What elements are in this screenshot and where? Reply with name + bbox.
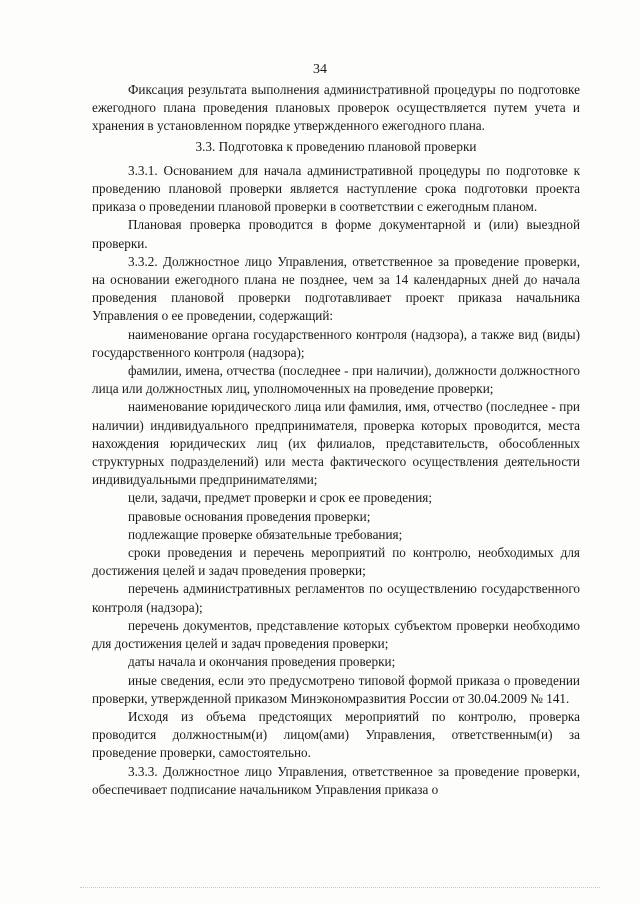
list-item-requirements: подлежащие проверке обязательные требования; xyxy=(128,526,403,542)
list-item-other-info: иные сведения, если это предусмотрено типовой формой приказа о проведении проверки, утвержденной приказом Минэкономразвития России от 30.04.2009 № 141. xyxy=(92,672,580,706)
paragraph-fixation-result: Фиксация результата выполнения административной процедуры по подготовке ежегодного плана проведения плановых проверок осуществляется путем учета и хранения в установленном порядке утвержденного ежегодного плана. xyxy=(92,82,580,134)
document-body xyxy=(92,81,580,799)
list-item-authority-name: наименование органа государственного контроля (надзора), а также вид (виды) государственного контроля (надзора); xyxy=(92,326,580,360)
list-item-timeline-measures: сроки проведения и перечень мероприятий по контролю, необходимых для достижения целей и задач проведения проверки; xyxy=(92,545,580,579)
section-heading-3-3: 3.3. Подготовка к проведению плановой проверки xyxy=(195,138,477,154)
paragraph-3-3-3: 3.3.3. Должностное лицо Управления, ответственное за проведение проверки, обеспечивает подписание начальником Управления приказа о xyxy=(92,763,580,797)
scan-edge-line xyxy=(80,887,600,889)
page-number: 34 xyxy=(313,62,327,77)
list-item-dates: даты начала и окончания проведения проверки; xyxy=(128,654,396,670)
list-item-goals: цели, задачи, предмет проверки и срок ее проведения; xyxy=(128,490,433,506)
list-item-legal-grounds: правовые основания проведения проверки; xyxy=(128,508,371,524)
paragraph-volume-based: Исходя из объема предстоящих мероприятий по контролю, проверка проводится должностным(и) лицом(ами) Управления, ответственным(и) за проведение проверки, самостоятельно. xyxy=(92,708,580,761)
paragraph-3-3-1: 3.3.1. Основанием для начала административной процедуры по подготовке к проведению плановой проверки является наступление срока подготовки проекта приказа о проведении плановой проверки в соответствии с ежегодным планом. xyxy=(92,162,580,215)
list-item-regulations: перечень административных регламентов по осуществлению государственного контроля (надзора); xyxy=(92,581,580,615)
list-item-officials: фамилии, имена, отчества (последнее - при наличии), должности должностного лица или должностных лиц, уполномоченных на проведение проверки; xyxy=(92,363,580,397)
paragraph-3-3-2: 3.3.2. Должностное лицо Управления, ответственное за проведение проверки, на основании ежегодного плана не позднее, чем за 14 календарных дней до начала проведения плановой проверки подготавливает проект приказа начальника Управления о ее проведении, содержащий: xyxy=(92,253,580,324)
list-item-legal-entity: наименование юридического лица или фамилия, имя, отчество (последнее - при наличии) индивидуального предпринимателя, проверка которых проводится, места нахождения юридических лиц (их филиалов, представительств, обособленных структурных подразделений) или места фактического осуществления деятельности индивидуальными предпринимателями; xyxy=(92,399,580,488)
list-item-documents: перечень документов, представление которых субъектом проверки необходимо для достижения целей и задач проведения проверки; xyxy=(92,617,580,652)
paragraph-inspection-form: Плановая проверка проводится в форме документарной и (или) выездной проверки. xyxy=(92,217,580,251)
